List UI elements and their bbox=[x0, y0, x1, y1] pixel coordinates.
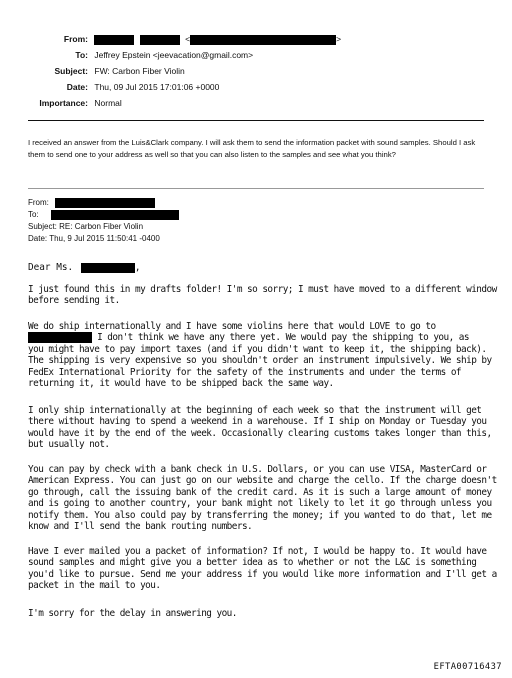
forwarded-from-label: From: bbox=[28, 198, 49, 207]
header-from-label: From: bbox=[63, 34, 88, 44]
header-importance-label: Importance: bbox=[39, 98, 88, 108]
header-importance-row bbox=[20, 98, 122, 109]
redaction-bracket-close: > bbox=[336, 34, 342, 44]
header-date-value: Thu, 09 Jul 2015 17:01:06 +0000 bbox=[94, 82, 220, 92]
intro-message: I received an answer from the Luis&Clark company. I will ask them to send the information packet with sound samples. Should I ask them to send one to your address as well so that you can also listen to the samples and see what you think? bbox=[28, 138, 476, 159]
paragraph-2-line2 bbox=[28, 332, 498, 343]
redaction-bar bbox=[140, 35, 180, 45]
paragraph-2-line2-text: I don't think we have any there yet. We would pay the shipping to you, as bbox=[92, 332, 469, 344]
greeting bbox=[28, 262, 498, 273]
paragraph-1: I just found this in my drafts folder! I'm so sorry; I must have moved to a different window before sending it. bbox=[28, 284, 497, 307]
header-subject-row bbox=[20, 66, 185, 77]
paragraph-2-rest: you might have to pay import taxes (and if you didn't want to keep it, the shipping back). The shipping is very expensive so you shouldn't order an instrument impulsively. We ship by FedEx International Priority for the safety of the instruments and under the terms of returning it, it would have to be shipped back the same way. bbox=[28, 343, 492, 390]
bates-number: EFTA00716437 bbox=[433, 662, 502, 672]
greeting-prefix: Dear Ms. bbox=[28, 262, 74, 273]
redaction-bar bbox=[51, 210, 179, 220]
header-subject-value: FW: Carbon Fiber Violin bbox=[94, 66, 185, 76]
paragraph-3: I only ship internationally at the beginning of each week so that the instrument will get there without having to spend a weekend in a warehouse. If I ship on Monday or Tuesday you would have it by the end of the week. Occasionally clearing customs takes longer than this, but usually not. bbox=[28, 405, 492, 451]
redaction-bar bbox=[81, 263, 135, 273]
paragraph-2-line1: We do ship internationally and I have some violins here that would LOVE to go to bbox=[28, 321, 436, 332]
header-divider bbox=[28, 120, 484, 121]
redaction-bar bbox=[28, 332, 92, 343]
forwarded-subject-line: Subject: RE: Carbon Fiber Violin bbox=[28, 222, 144, 231]
header-importance-value: Normal bbox=[94, 98, 122, 108]
paragraph-5: Have I ever mailed you a packet of information? If not, I would be happy to. It would have sound samples and might give you a better idea as to whether or not the L&C is something you'd like to pursue. Send me your address if you would like more information and I'll get a packet in the mail to you. bbox=[28, 546, 497, 592]
forwarded-to-label: To: bbox=[28, 210, 39, 219]
forwarded-to-row bbox=[28, 209, 179, 221]
forwarded-from-row bbox=[28, 197, 155, 209]
redaction-bar bbox=[94, 35, 134, 45]
header-from-row bbox=[20, 34, 341, 45]
paragraph-6: I'm sorry for the delay in answering you. bbox=[28, 608, 237, 619]
header-date-row bbox=[20, 82, 219, 93]
header-to-row bbox=[20, 50, 253, 61]
redaction-bracket-open: < bbox=[185, 34, 191, 44]
forward-divider bbox=[28, 188, 484, 189]
header-date-label: Date: bbox=[66, 82, 88, 92]
header-to-value: Jeffrey Epstein <jeevacation@gmail.com> bbox=[94, 50, 254, 60]
paragraph-4: You can pay by check with a bank check in U.S. Dollars, or you can use VISA, MasterCard or American Express. You can just go on our website and charge the cello. If the charge doesn't go through, call the issuing bank of the credit card. As it is such a large amount of money and is going to another country, your bank might not likely to let it go through unless you notify them. You also could pay by transferring the money; if you wanted to do that, let me know and I'll send the bank routing numbers. bbox=[28, 464, 497, 533]
header-subject-label: Subject: bbox=[54, 66, 88, 76]
redaction-bar bbox=[190, 35, 336, 45]
forwarded-date-line: Date: Thu, 9 Jul 2015 11:50:41 -0400 bbox=[28, 234, 160, 243]
greeting-suffix: , bbox=[134, 262, 141, 273]
redaction-bar bbox=[55, 198, 155, 208]
header-to-label: To: bbox=[75, 50, 88, 60]
